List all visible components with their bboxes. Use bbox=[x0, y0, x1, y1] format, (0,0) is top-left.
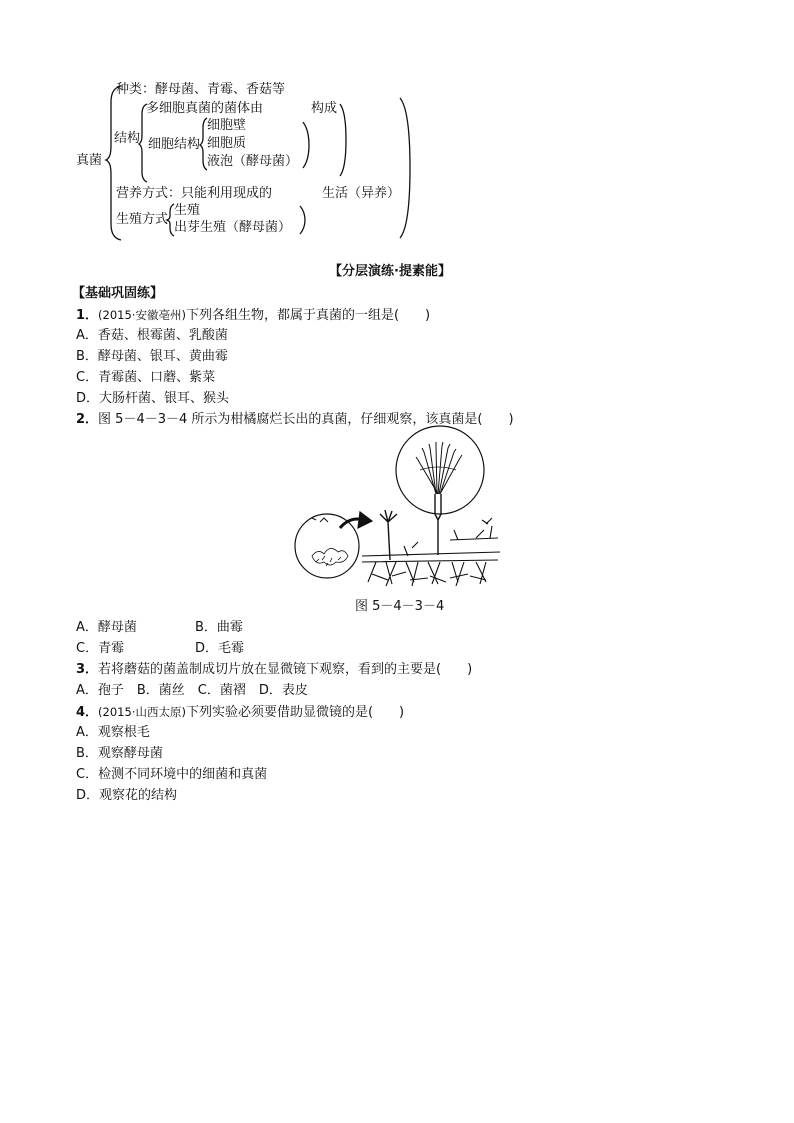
multicell-text: 多细胞真菌的菌体由 bbox=[146, 101, 264, 116]
repro-2-text: 出芽生殖（酵母菌） bbox=[174, 220, 292, 235]
vacuole-text: 液泡（酵母菌） bbox=[207, 154, 299, 169]
subsection-title: 【基础巩固练】 bbox=[72, 286, 164, 301]
question-stem: 图 5－4－3－4 所示为柑橘腐烂长出的真菌，仔细观察，该真菌是( ) bbox=[98, 412, 514, 427]
question-number: 4． bbox=[76, 705, 99, 720]
option: C．青霉 bbox=[76, 641, 125, 656]
nutrition-text: 营养方式：只能利用现成的 bbox=[116, 186, 273, 201]
question-source: (2015·安徽亳州) bbox=[98, 308, 186, 322]
option: D．毛霉 bbox=[195, 641, 245, 656]
option: A．酵母菌 bbox=[76, 620, 137, 635]
composed-of-text: 构成 bbox=[311, 101, 338, 116]
question-stem: 若将蘑菇的菌盖制成切片放在显微镜下观察，看到的主要是( ) bbox=[98, 662, 473, 677]
structure-label: 结构 bbox=[114, 131, 141, 146]
question-stem: 下列各组生物，都属于真菌的一组是( ) bbox=[185, 308, 431, 323]
cell-wall-text: 细胞壁 bbox=[207, 118, 247, 133]
option: D．大肠杆菌、银耳、猴头 bbox=[76, 391, 230, 406]
option: C．青霉菌、口蘑、紫菜 bbox=[76, 370, 216, 385]
cell-structure-label: 细胞结构 bbox=[148, 137, 201, 152]
section-title: 【分层演练·提素能】 bbox=[329, 264, 451, 279]
question-source: (2015·山西太原) bbox=[98, 705, 186, 719]
option: B．观察酵母菌 bbox=[76, 746, 163, 761]
conidia-brush bbox=[416, 442, 462, 494]
orange-illustration bbox=[295, 514, 359, 578]
option: C．检测不同环境中的细菌和真菌 bbox=[76, 767, 268, 782]
option: B．曲霉 bbox=[195, 620, 243, 635]
mold-patch bbox=[312, 548, 348, 566]
option: B．酵母菌、银耳、黄曲霉 bbox=[76, 349, 228, 364]
option: A．观察根毛 bbox=[76, 725, 150, 740]
repro-1-text: 生殖 bbox=[174, 203, 201, 218]
reproduction-label: 生殖方式 bbox=[116, 212, 169, 227]
option: A．香菇、根霉菌、乳酸菌 bbox=[76, 328, 228, 343]
options-inline: A．孢子 B．菌丝 C．菌褶 D．表皮 bbox=[76, 683, 308, 698]
types-text: 种类：酵母菌、青霉、香菇等 bbox=[116, 82, 286, 97]
question-stem: 下列实验必须要借助显微镜的是( ) bbox=[185, 705, 405, 720]
live-text: 生活（异养） bbox=[322, 186, 401, 201]
hyphae-network bbox=[362, 518, 500, 586]
cytoplasm-text: 细胞质 bbox=[207, 136, 247, 151]
question-3 bbox=[76, 662, 472, 678]
question-number: 1． bbox=[76, 308, 99, 323]
root-label: 真菌 bbox=[76, 153, 103, 168]
figure-caption: 图 5－4－3－4 bbox=[355, 599, 445, 614]
question-number: 3． bbox=[76, 662, 99, 677]
question-number: 2． bbox=[76, 412, 99, 427]
option: D．观察花的结构 bbox=[76, 788, 178, 803]
question-4 bbox=[76, 704, 404, 721]
